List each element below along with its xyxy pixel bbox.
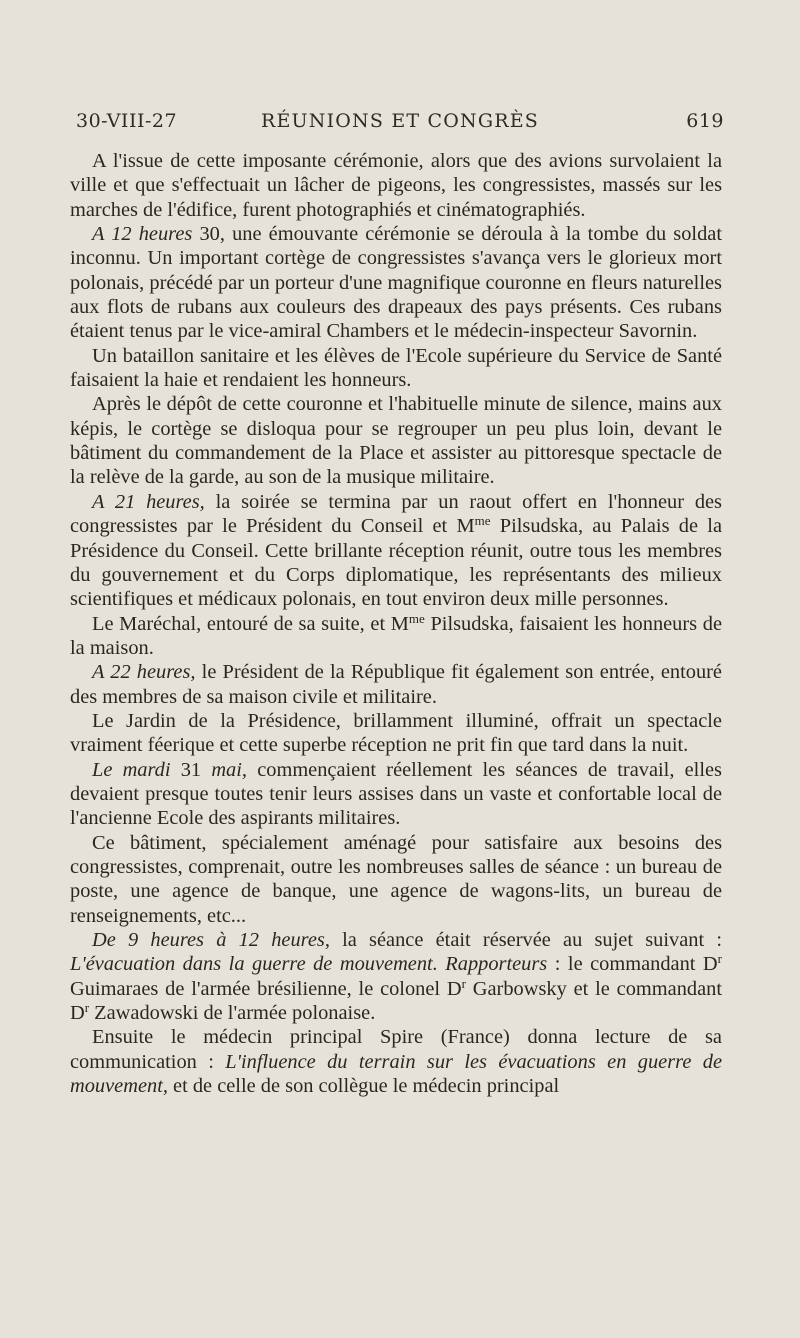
text-run: Zawadowski de l'armée polonaise.: [89, 1002, 376, 1025]
superscript: r: [717, 951, 722, 967]
paragraph: [70, 392, 722, 489]
italic-text: A 22 heures,: [92, 661, 196, 684]
text-run: Un bataillon sanitaire et les élèves de l'Ecole supérieure du Service de Santé faisaient la haie et rendaient les honneurs.: [70, 344, 722, 392]
paragraph: [70, 660, 722, 709]
paragraph: [70, 149, 722, 222]
paragraph: [70, 928, 722, 1025]
italic-text: mai,: [211, 758, 248, 781]
italic-text: A 21 heures,: [92, 490, 205, 513]
italic-text: L'influence du terrain sur les évacuations en guerre de mouvement,: [70, 1050, 722, 1098]
text-run: le Président de la République fit également son entrée, entouré des membres de sa maison civile et militaire.: [70, 661, 722, 708]
text-run: Guimaraes de l'armée brésilienne, le colonel D: [70, 977, 462, 1000]
paragraph: [70, 709, 722, 758]
header-title: RÉUNIONS ET CONGRÈS: [260, 110, 540, 132]
superscript: r: [84, 1000, 90, 1016]
page-number: 619: [686, 110, 724, 132]
italic-text: Le mardi: [92, 758, 171, 781]
text-run: la séance était réservée au sujet suivant :: [329, 929, 722, 951]
body-text: [70, 149, 722, 1098]
header-date: 30-VIII-27: [76, 110, 178, 132]
paragraph: [70, 1025, 722, 1098]
text-run: 30, une émouvante cérémonie se déroula à la tombe du soldat inconnu. Un important cortège de congressistes s'avança vers le glorieux mort polonais, précédé par un porteur d'une magnifique couronne en fleurs naturelles aux flots de rubans aux couleurs des drapeaux des pays présents. Ces rubans étaient tenus par le vice-amiral Chambers et le médecin-inspecteur Savornin.: [70, 223, 723, 343]
superscript: r: [461, 975, 466, 991]
text-run: Ce bâtiment, spécialement aménagé pour satisfaire aux besoins des congressistes, comprenait, outre les nombreuses salles de séance : un bureau de poste, une agence de banque, une agence de wagons-lits, un bureau de renseignements, etc...: [70, 831, 722, 927]
text-run: A l'issue de cette imposante cérémonie, alors que des avions survolaient la ville et que s'effectuait un lâcher de pigeons, les congressistes, massés sur les marches de l'édifice, furent photographiés et cinématographiés.: [70, 150, 722, 221]
text-run: Après le dépôt de cette couronne et l'habituelle minute de silence, mains aux képis, le cortège se disloqua pour se regrouper un peu plus loin, devant le bâtiment du commandement de la Place et assister au pittoresque spectacle de la relève de la garde, au son de la musique militaire.: [70, 393, 722, 489]
text-run: Pilsudska, faisaient les honneurs de la maison.: [70, 612, 722, 659]
text-run: 31: [170, 758, 212, 781]
paragraph: [70, 758, 722, 831]
text-run: Garbowsky et le commandant D: [70, 977, 722, 1025]
superscript: me: [474, 513, 491, 529]
text-run: Le Jardin de la Présidence, brillamment illuminé, offrait un spectacle vraiment féerique et cette superbe réception ne prit fin que tard dans la nuit.: [70, 709, 722, 757]
text-run: Ensuite le médecin principal Spire (France) donna lecture de sa communication :: [70, 1026, 722, 1073]
paragraph: [70, 344, 722, 393]
paragraph: [70, 612, 722, 661]
paragraph: [70, 490, 722, 612]
superscript: me: [408, 610, 425, 626]
text-run: Pilsudska, au Palais de la Présidence du Conseil. Cette brillante réception réunit, outre tous les membres du gouvernement et du Corps diplomatique, les représentants des milieux scientifiques et médicaux polonais, en tout environ deux mille personnes.: [70, 515, 722, 611]
text-run: commençaient réellement les séances de travail, elles devaient presque toutes tenir leurs assises dans un vaste et confortable local de l'ancienne Ecole des aspirants militaires.: [70, 758, 722, 830]
paragraph: [70, 222, 722, 344]
paragraph: [70, 831, 722, 928]
text-run: la soirée se termina par un raout offert en l'honneur des congressistes par le Président du Conseil et M: [70, 490, 722, 538]
italic-text: A 12 heures: [92, 223, 193, 246]
italic-text: L'évacuation dans la guerre de mouvement. Rapporteurs: [70, 953, 548, 976]
text-run: : le commandant D: [547, 953, 718, 976]
italic-text: De 9 heures à 12 heures,: [92, 929, 330, 951]
text-run: Le Maréchal, entouré de sa suite, et M: [92, 612, 409, 635]
text-run: et de celle de son collègue le médecin principal: [167, 1075, 560, 1098]
running-header: [76, 110, 724, 140]
